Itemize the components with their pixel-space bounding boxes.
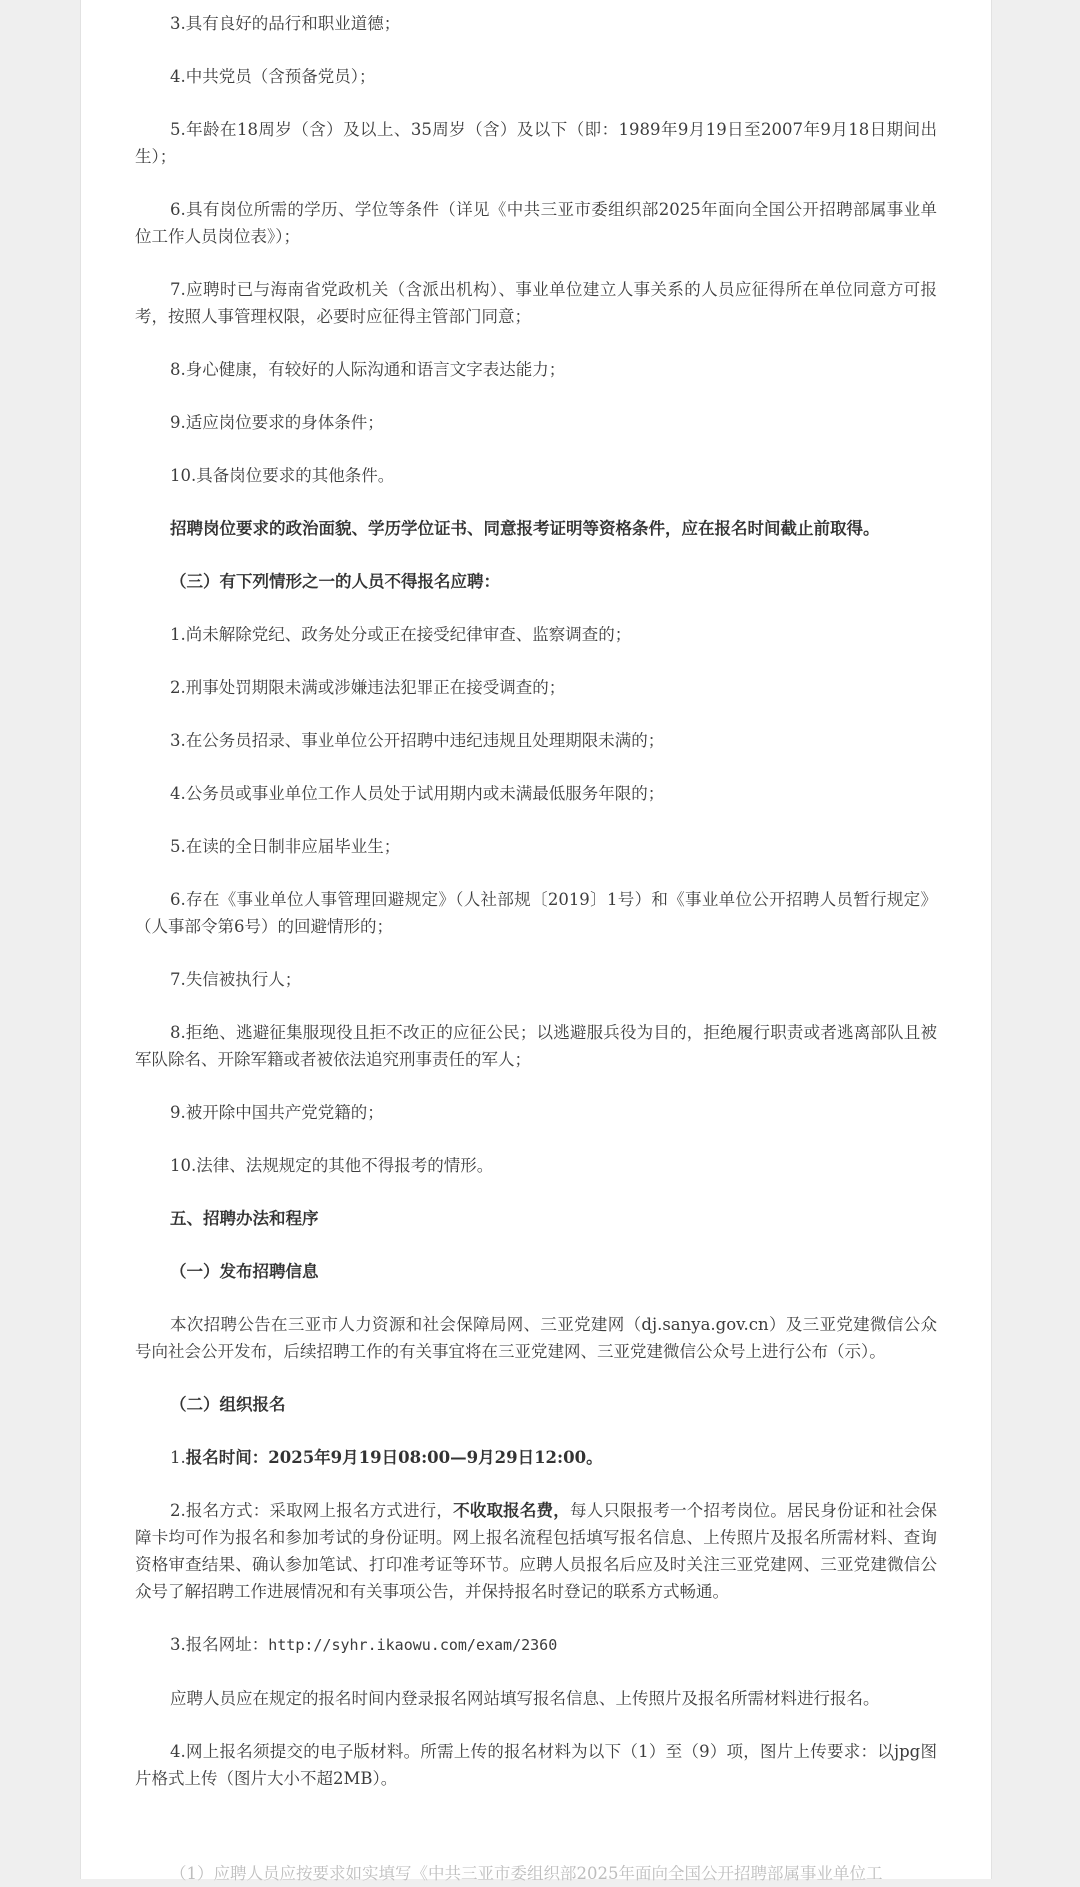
- article-page: [80, 0, 992, 1883]
- registration-site-note: 应聘人员应在规定的报名时间内登录报名网站填写报名信息、上传照片及报名所需材料进行报名。: [170, 1689, 880, 1708]
- eligibility-item-7: 7.应聘时已与海南省党政机关（含派出机构）、事业单位建立人事关系的人员应征得所在单位同意方可报考，按照人事管理权限，必要时应征得主管部门同意；: [135, 280, 937, 326]
- eligibility-item-6: 6.具有岗位所需的学历、学位等条件（详见《中共三亚市委组织部2025年面向全国公开招聘部属事业单位工作人员岗位表》）；: [135, 200, 937, 246]
- registration-method-prefix: 2.报名方式：采取网上报名方式进行，: [170, 1501, 454, 1520]
- register-heading: （二）组织报名: [170, 1395, 286, 1414]
- exclusion-item-3: 3.在公务员招录、事业单位公开招聘中违纪违规且处理期限未满的；: [170, 731, 665, 750]
- eligibility-item-4: 4.中共党员（含预备党员）；: [170, 67, 376, 86]
- eligibility-item-10: 10.具备岗位要求的其他条件。: [170, 466, 395, 485]
- exclusion-item-7: 7.失信被执行人；: [170, 970, 302, 989]
- eligibility-item-5: 5.年龄在18周岁（含）及以上、35周岁（含）及以下（即：1989年9月19日至2007年9月18日期间出生）；: [135, 120, 937, 166]
- publish-text: 本次招聘公告在三亚市人力资源和社会保障局网、三亚党建网（dj.sanya.gov.cn）及三亚党建微信公众号向社会公开发布，后续招聘工作的有关事宜将在三亚党建网、三亚党建微信公众号上进行公布（示）。: [135, 1315, 937, 1361]
- registration-time-prefix: 1.: [170, 1448, 186, 1467]
- registration-time: [135, 1444, 937, 1471]
- procedure-heading: 五、招聘办法和程序: [170, 1209, 319, 1228]
- exclusion-item-1: 1.尚未解除党纪、政务处分或正在接受纪律审查、监察调查的；: [170, 625, 632, 644]
- exclusion-item-9: 9.被开除中国共产党党籍的；: [170, 1103, 384, 1122]
- registration-site: [135, 1631, 937, 1659]
- exclusion-item-4: 4.公务员或事业单位工作人员处于试用期内或未满最低服务年限的；: [170, 784, 665, 803]
- eligibility-note: 招聘岗位要求的政治面貌、学历学位证书、同意报考证明等资格条件，应在报名时间截止前取得。: [170, 519, 880, 538]
- registration-time-text: 报名时间：2025年9月19日08:00—9月29日12:00。: [185, 1448, 603, 1467]
- registration-site-prefix: 3.报名网址：: [170, 1635, 269, 1654]
- eligibility-item-9: 9.适应岗位要求的身体条件；: [170, 413, 384, 432]
- exclusion-item-5: 5.在读的全日制非应届毕业生；: [170, 837, 401, 856]
- registration-method-rest: 每人只限报考一个招考岗位。居民身份证和社会保障卡均可作为报名和参加考试的身份证明。网上报名流程包括填写报名信息、上传照片及报名所需材料、查询资格审查结果、确认参加笔试、打印准考证等环节。应聘人员报名后应及时关注三亚党建网、三亚党建微信公众号了解招聘工作进展情况和有关事项公告，并保持报名时登记的联系方式畅通。: [135, 1501, 938, 1601]
- registration-site-url[interactable]: http://syhr.ikaowu.com/exam/2360: [268, 1636, 558, 1654]
- registration-materials: 4.网上报名须提交的电子版材料。所需上传的报名材料为以下（1）至（9）项，图片上传要求：以jpg图片格式上传（图片大小不超2MB）。: [135, 1742, 937, 1788]
- article-body: [135, 10, 937, 1818]
- registration-method: [135, 1497, 937, 1605]
- exclusion-item-8: 8.拒绝、逃避征集服现役且拒不改正的应征公民；以逃避服兵役为目的，拒绝履行职责或者逃离部队且被军队除名、开除军籍或者被依法追究刑事责任的军人；: [135, 1023, 937, 1069]
- exclusion-item-10: 10.法律、法规规定的其他不得报考的情形。: [170, 1156, 494, 1175]
- materials-item-1-partial: （1）应聘人员应按要求如实填写《中共三亚市委组织部2025年面向全国公开招聘部属事业单位工: [170, 1864, 883, 1883]
- publish-heading: （一）发布招聘信息: [170, 1262, 319, 1281]
- exclusion-item-6: 6.存在《事业单位人事管理回避规定》（人社部规〔2019〕1号）和《事业单位公开招聘人员暂行规定》（人事部令第6号）的回避情形的；: [135, 890, 937, 936]
- exclusions-heading: （三）有下列情形之一的人员不得报名应聘：: [170, 572, 500, 591]
- no-fee-notice: 不收取报名费，: [453, 1501, 570, 1520]
- exclusion-item-2: 2.刑事处罚期限未满或涉嫌违法犯罪正在接受调查的；: [170, 678, 566, 697]
- eligibility-item-8: 8.身心健康，有较好的人际沟通和语言文字表达能力；: [170, 360, 566, 379]
- eligibility-item-3: 3.具有良好的品行和职业道德；: [170, 14, 401, 33]
